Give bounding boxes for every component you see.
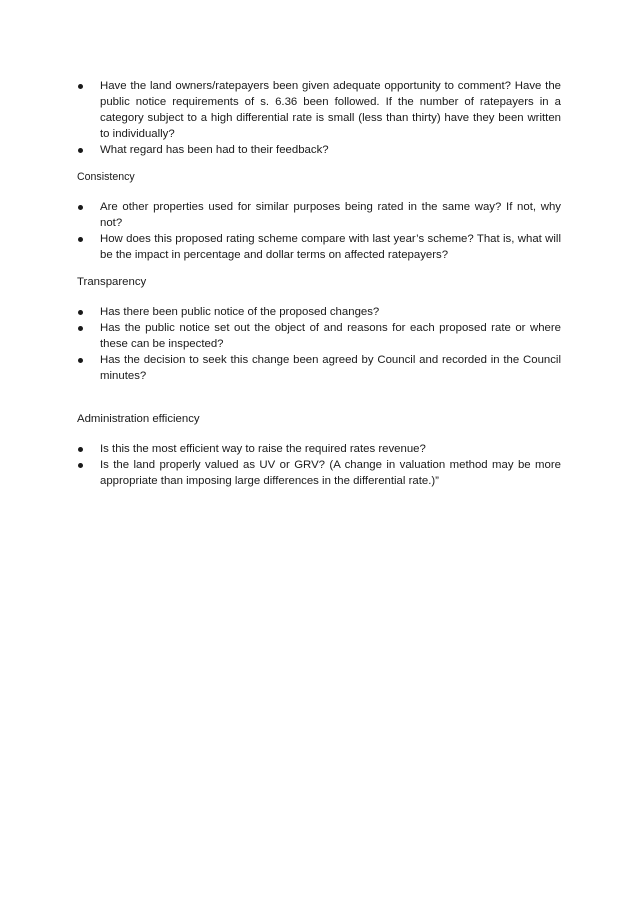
list-item: What regard has been had to their feedback? xyxy=(77,142,561,158)
consultation-list xyxy=(77,78,561,158)
list-item: Have the land owners/ratepayers been given adequate opportunity to comment? Have the public notice requirements of s. 6.36 been followed. If the number of ratepayers in a category subject to a high differential rate is small (less than thirty) have they been written to individually? xyxy=(77,78,561,142)
list-item: Has there been public notice of the proposed changes? xyxy=(77,304,561,320)
section-heading-transparency: Transparency xyxy=(77,276,147,288)
consistency-list xyxy=(77,199,561,263)
document-body xyxy=(77,78,561,489)
list-item: Is this the most efficient way to raise the required rates revenue? xyxy=(77,441,561,457)
section-heading-consistency: Consistency xyxy=(77,171,135,183)
list-item: How does this proposed rating scheme compare with last year’s scheme? That is, what will be the impact in percentage and dollar terms on affected ratepayers? xyxy=(77,231,561,263)
list-item: Has the decision to seek this change been agreed by Council and recorded in the Council minutes? xyxy=(77,352,561,384)
list-item: Are other properties used for similar purposes being rated in the same way? If not, why not? xyxy=(77,199,561,231)
list-item: Is the land properly valued as UV or GRV? (A change in valuation method may be more appropriate than imposing large differences in the differential rate.)” xyxy=(77,457,561,489)
administration-efficiency-list xyxy=(77,441,561,489)
list-item: Has the public notice set out the object of and reasons for each proposed rate or where these can be inspected? xyxy=(77,320,561,352)
section-heading-administration-efficiency: Administration efficiency xyxy=(77,413,200,425)
transparency-list xyxy=(77,304,561,384)
